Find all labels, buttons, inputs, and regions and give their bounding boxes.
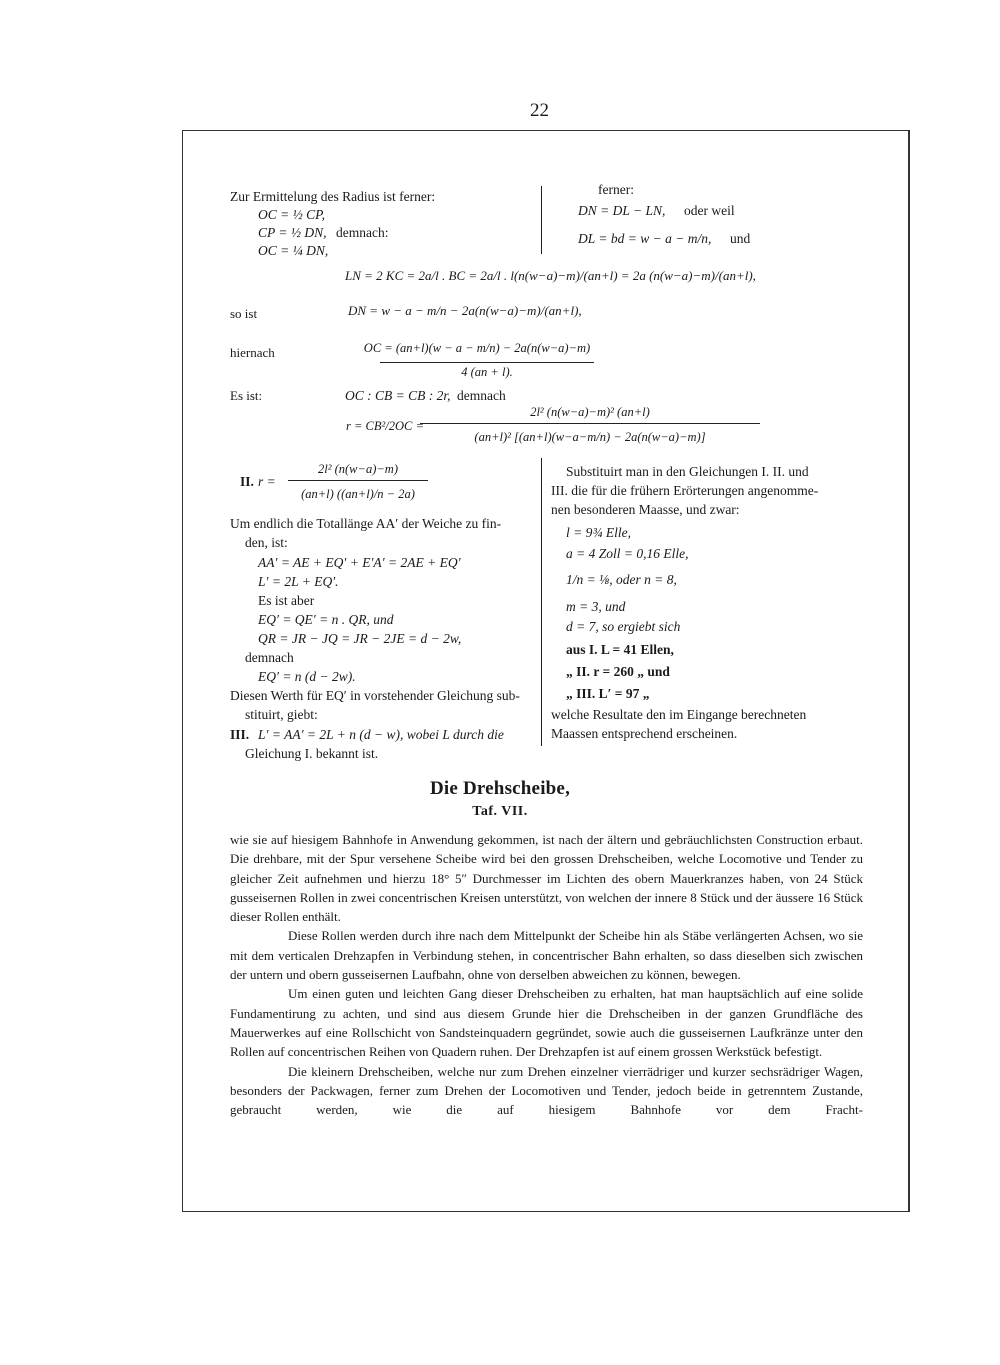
text-demnach: demnach xyxy=(245,650,294,665)
equation-ratio-tail: demnach xyxy=(457,388,506,403)
equation-cp: CP = ½ DN, xyxy=(258,225,327,240)
label-hiernach: hiernach xyxy=(230,345,275,360)
formula-ii-label: II. xyxy=(240,474,254,489)
formula-ii-numerator: 2l² (n(w−a)−m) xyxy=(318,462,398,476)
text-substituirt-1: Substituirt man in den Gleichungen I. II. und xyxy=(566,464,809,479)
equation-r-lhs: r = CB²/2OC = xyxy=(346,419,424,433)
equation-cp-tail: demnach: xyxy=(336,225,389,240)
text-es-ist-aber: Es ist aber xyxy=(258,593,315,608)
text-um-line2: den, ist: xyxy=(245,535,288,550)
paragraph-4: Die kleinern Drehscheiben, welche nur zum Drehen einzelner vierrädriger und kurzer sechsrädriger Wagen, besonders der Packwagen, ferner zum Drehen der Locomotiven und Tender, jedoch beide in getrenntem Zustande, gebraucht werden, wie die auf hiesigem Bahnhofe vor dem Fracht- xyxy=(230,1063,863,1118)
equation-dl-tail: und xyxy=(730,231,751,246)
equation-l-prime: L′ = 2L + EQ′. xyxy=(258,574,339,589)
equation-eq: EQ′ = QE′ = n . QR, und xyxy=(258,612,394,627)
equation-dl: DL = bd = w − a − m/n, xyxy=(578,231,712,246)
intro-text: Zur Ermittelung des Radius ist ferner: xyxy=(230,189,436,204)
result-ii: „ II. r = 260 „ und xyxy=(566,664,670,679)
paragraph-3: Um einen guten und leichten Gang dieser Drehscheiben zu erhalten, hat man hauptsächlich auf eine solide Fundamentirung zu achten, und sind aus diesem Grunde hier die Drehscheiben in der ganzen Grundfläche des Mauerwerkes auf eine Rollschicht von Sandsteinquadern gegründet, sowie auch die gusseisernen Laufkränze unter den Rollen auf concentrischen Reihen von Quadern ruhen. Der Drehzapfen ist auf einem grossen Werkstück befestigt. xyxy=(230,986,863,1060)
text-diesen-werth: Diesen Werth für EQ′ in vorstehender Gleichung sub- xyxy=(230,688,520,703)
value-d: d = 7, so ergiebt sich xyxy=(566,619,681,634)
section-body xyxy=(230,830,863,1119)
equation-oc2: OC = ¼ DN, xyxy=(258,243,329,258)
equation-ratio: OC : CB = CB : 2r, xyxy=(345,388,451,403)
column-divider-top xyxy=(541,186,542,254)
formula-ii-lhs: r = xyxy=(258,474,276,489)
result-i: aus I. L = 41 Ellen, xyxy=(566,642,674,657)
equation-r-denominator: (an+l)² [(an+l)(w−a−m/n) − 2a(n(w−a)−m)] xyxy=(474,430,706,444)
section-subtitle: Taf. VII. xyxy=(472,804,528,819)
equation-ln: LN = 2 KC = 2a/l . BC = 2a/l . l(n(w−a)−m)/(an+l) = 2a (n(w−a)−m)/(an+l), xyxy=(345,268,756,283)
equation-oc-denominator: 4 (an + l). xyxy=(461,365,513,379)
text-um-line1: Um endlich die Totallänge AA′ der Weiche zu fin- xyxy=(230,516,502,531)
text-stituirt: stituirt, giebt: xyxy=(245,707,318,722)
text-substituirt-3: nen besonderen Maasse, und zwar: xyxy=(551,502,740,517)
paragraph-2: Diese Rollen werden durch ihre nach dem Mittelpunkt der Scheibe hin als Stäbe verlängerten Achsen, wo sie mit dem verticalen Drehzapfen in Verbindung stehen, in concentrischer Bahn erhalten, so dass dieselben sich zwischen der untern und obern gusseisernen Laufbahn, ohne von derselben abweichen zu können, bewegen. xyxy=(230,928,863,983)
fraction-bar-ii xyxy=(288,480,428,481)
fraction-bar-oc xyxy=(380,362,594,363)
value-n: 1/n = ⅛, oder n = 8, xyxy=(566,572,677,587)
column-divider-bottom xyxy=(541,458,542,746)
label-es-ist: Es ist: xyxy=(230,388,263,403)
equation-eq-final: EQ′ = n (d − 2w). xyxy=(258,669,356,684)
equation-r-numerator: 2l² (n(w−a)−m)² (an+l) xyxy=(530,405,650,419)
value-a: a = 4 Zoll = 0,16 Elle, xyxy=(566,546,689,561)
result-iii: „ III. L′ = 97 „ xyxy=(566,686,650,701)
equation-dn-tail: oder weil xyxy=(684,203,735,218)
ferner-label: ferner: xyxy=(598,182,634,197)
text-substituirt-2: III. die für die frühern Erörterungen angenomme- xyxy=(551,483,819,498)
equation-aa: AA′ = AE + EQ′ + E′A′ = 2AE + EQ′ xyxy=(258,555,461,570)
formula-iii-label: III. xyxy=(230,727,250,742)
text-resultate-2: Maassen entsprechend erscheinen. xyxy=(551,726,738,741)
section-title: Die Drehscheibe, xyxy=(429,778,571,799)
label-so-ist: so ist xyxy=(230,306,258,321)
equation-oc-numerator: OC = (an+l)(w − a − m/n) − 2a(n(w−a)−m) xyxy=(363,341,591,355)
fraction-bar-r xyxy=(420,423,760,424)
value-l: l = 9¾ Elle, xyxy=(566,525,631,540)
equation-oc1: OC = ½ CP, xyxy=(258,207,325,222)
formula-iii: L′ = AA′ = 2L + n (d − w), wobei L durch die xyxy=(258,727,504,742)
text-resultate-1: welche Resultate den im Eingange berechneten xyxy=(551,707,807,722)
page-number: 22 xyxy=(530,100,549,121)
equation-dn: DN = DL − LN, xyxy=(578,203,666,218)
formula-iii-tail: Gleichung I. bekannt ist. xyxy=(245,746,379,761)
equation-dn-full: DN = w − a − m/n − 2a(n(w−a)−m)/(an+l), xyxy=(348,303,582,318)
equation-qr: QR = JR − JQ = JR − 2JE = d − 2w, xyxy=(258,631,462,646)
value-m: m = 3, und xyxy=(566,599,626,614)
paragraph-1: wie sie auf hiesigem Bahnhofe in Anwendung gekommen, ist nach der ältern und gebräuchlichsten Construction erbaut. Die drehbare, mit der Spur versehene Scheibe wird bei den grossen Drehscheiben, welche Locomotive und Tender zu gleicher Zeit aufnehmen und hierzu 18° 5″ Durchmesser im Lichten des obern Mauerkranzes haben, von 24 Stück gusseisernen Rollen in zwei concentrischen Kreisen unterstützt, von welchen der innere 8 Stück und der äussere 16 Stück dieser Rollen enthält. xyxy=(230,832,863,925)
formula-ii-denominator: (an+l) ((an+l)/n − 2a) xyxy=(301,487,415,501)
